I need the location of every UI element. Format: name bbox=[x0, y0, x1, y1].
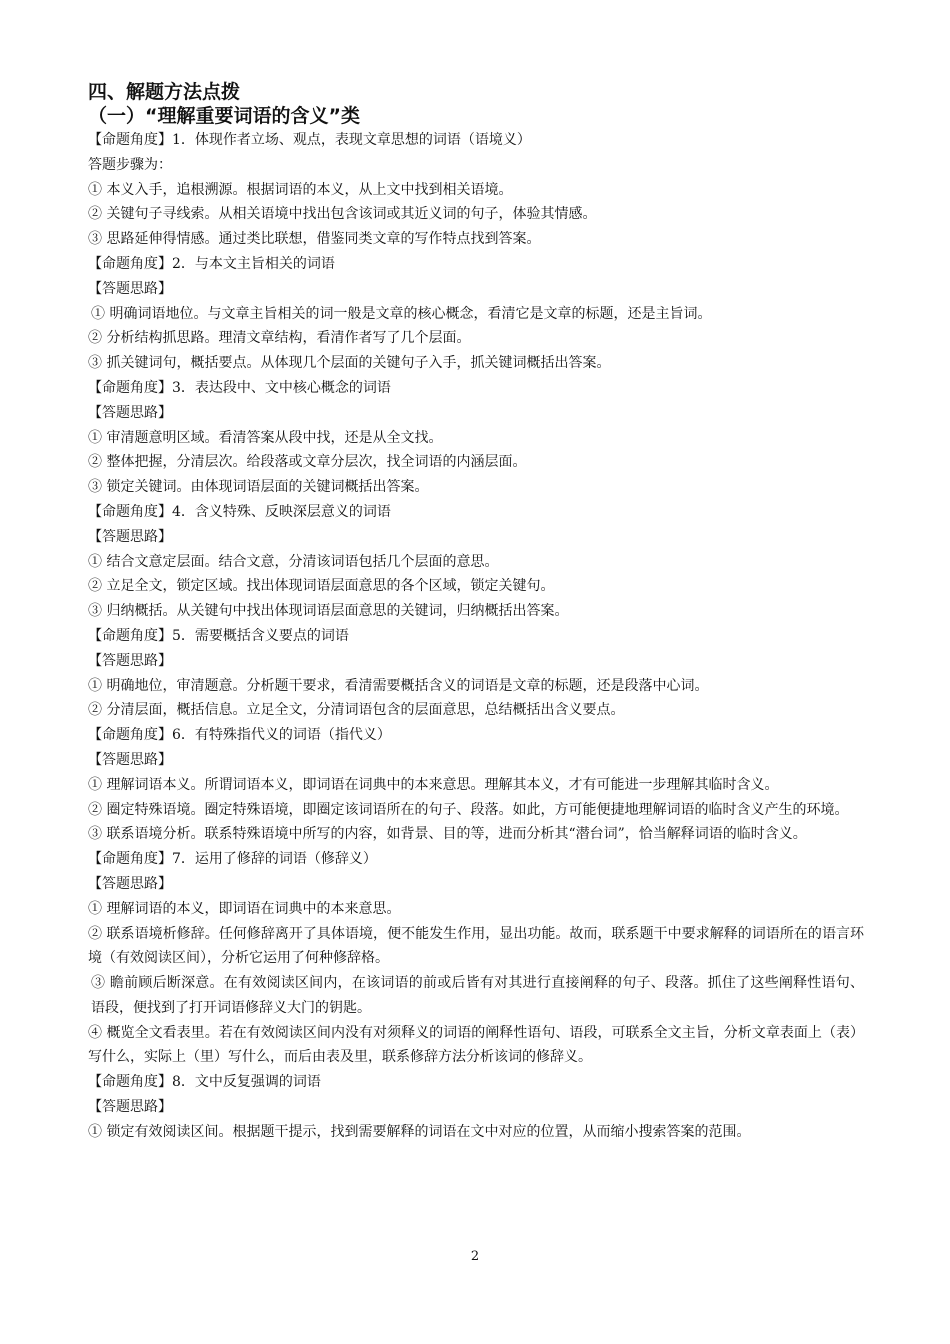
paragraph-line: ③ 思路延伸得情感。通过类比联想，借鉴同类文章的写作特点找到答案。 bbox=[88, 231, 541, 248]
paragraph-line: ② 立足全文，锁定区域。找出体现词语层面意思的各个区域，锁定关键句。 bbox=[88, 578, 555, 595]
paragraph-line: 【命题角度】7．运用了修辞的词语（修辞义） bbox=[88, 851, 377, 868]
paragraph-line: 【答题思路】 bbox=[88, 528, 172, 545]
subsection-heading: （一）“理解重要词语的含义”类 bbox=[88, 105, 360, 127]
paragraph-line: ② 关键句子寻线索。从相关语境中找出包含该词或其近义词的句子，体验其情感。 bbox=[88, 206, 597, 223]
page-number: 2 bbox=[470, 1249, 480, 1264]
paragraph-line: ① 结合文意定层面。结合文意，分清该词语包括几个层面的意思。 bbox=[88, 553, 499, 570]
paragraph-line: 【答题思路】 bbox=[88, 875, 172, 892]
paragraph-block: ③ 联系语境分析。联系特殊语境中所写的内容，如背景、目的等，进而分析其“潜台词”，恰当解释词语的临时含义。 bbox=[88, 826, 807, 843]
paragraph-line: ③ 锁定关键词。由体现词语层面的关键词概括出答案。 bbox=[88, 479, 429, 496]
paragraph-line: ① 明确词语地位。与文章主旨相关的词一般是文章的核心概念，看清它是文章的标题，还是主旨词。 bbox=[91, 305, 712, 322]
paragraph-line: ③ 抓关键词句，概括要点。从体现几个层面的关键句子入手，抓关键词概括出答案。 bbox=[88, 355, 611, 372]
paragraph-block: ③ 瞻前顾后断深意。在有效阅读区间内，在该词语的前或后皆有对其进行直接阐释的句子、段落。抓住了这些阐释性语句、语段，便找到了打开词语修辞义大门的钥匙。 bbox=[91, 975, 864, 1016]
paragraph-line: ② 整体把握，分清层次。给段落或文章分层次，找全词语的内涵层面。 bbox=[88, 454, 527, 471]
paragraph-block: ② 圈定特殊语境。圈定特殊语境，即圈定该词语所在的句子、段落。如此，方可能便捷地理解词语的临时含义产生的环境。 bbox=[88, 801, 849, 818]
paragraph-block: ① 理解词语本义。所谓词语本义，即词语在词典中的本来意思。理解其本义，才有可能进一步理解其临时含义。 bbox=[88, 776, 779, 793]
paragraph-line: 【命题角度】1．体现作者立场、观点，表现文章思想的词语（语境义） bbox=[88, 132, 531, 148]
paragraph-line: ② 分析结构抓思路。理清文章结构，看清作者写了几个层面。 bbox=[88, 330, 471, 347]
paragraph-line: 【答题思路】 bbox=[88, 1099, 172, 1116]
paragraph-line: ② 分清层面，概括信息。立足全文，分清词语包含的层面意思，总结概括出含义要点。 bbox=[88, 702, 625, 719]
paragraph-line: ① 明确地位，审清题意。分析题干要求，看清需要概括含义的词语是文章的标题，还是段落中心词。 bbox=[88, 677, 709, 694]
paragraph-line: 答题步骤为： bbox=[88, 156, 172, 173]
paragraph-line: ① 审清题意明区域。看清答案从段中找，还是从全文找。 bbox=[88, 429, 443, 446]
paragraph-block: ④ 概览全文看表里。若在有效阅读区间内没有对须释义的词语的阐释性语句、语段，可联系全文主旨，分析文章表面上（表）写什么，实际上（里）写什么，而后由表及里，联系修辞方法分析该词的修辞义。 bbox=[88, 1024, 864, 1066]
paragraph-block: ② 联系语境析修辞。任何修辞离开了具体语境，便不能发生作用，显出功能。故而，联系题干中要求解释的词语所在的语言环境（有效阅读区间），分析它运用了何种修辞格。 bbox=[88, 925, 864, 967]
paragraph-line: 【命题角度】2．与本文主旨相关的词语 bbox=[88, 255, 335, 272]
document-body bbox=[88, 80, 864, 1145]
paragraph-line: 【答题思路】 bbox=[88, 280, 172, 297]
section-heading: 四、解题方法点拨 bbox=[88, 81, 241, 103]
paragraph-line: 【命题角度】5．需要概括含义要点的词语 bbox=[88, 627, 349, 644]
paragraph-line: 【命题角度】4．含义特殊、反映深层意义的词语 bbox=[88, 503, 391, 520]
paragraph-line: ① 理解词语的本义，即词语在词典中的本来意思。 bbox=[88, 900, 401, 917]
paragraph-line: ③ 归纳概括。从关键句中找出体现词语层面意思的关键词，归纳概括出答案。 bbox=[88, 603, 569, 620]
paragraph-line: 【命题角度】6．有特殊指代义的词语（指代义） bbox=[88, 727, 391, 744]
paragraph-line: 【答题思路】 bbox=[88, 404, 172, 421]
paragraph-line: ① 本义入手，追根溯源。根据词语的本义，从上文中找到相关语境。 bbox=[88, 181, 513, 198]
paragraph-line: ① 锁定有效阅读区间。根据题干提示，找到需要解释的词语在文中对应的位置，从而缩小搜索答案的范围。 bbox=[88, 1123, 751, 1140]
paragraph-line: 【命题角度】8．文中反复强调的词语 bbox=[88, 1074, 321, 1091]
paragraph-line: 【答题思路】 bbox=[88, 751, 172, 768]
paragraph-line: 【命题角度】3．表达段中、文中核心概念的词语 bbox=[88, 379, 391, 396]
paragraph-line: 【答题思路】 bbox=[88, 652, 172, 669]
